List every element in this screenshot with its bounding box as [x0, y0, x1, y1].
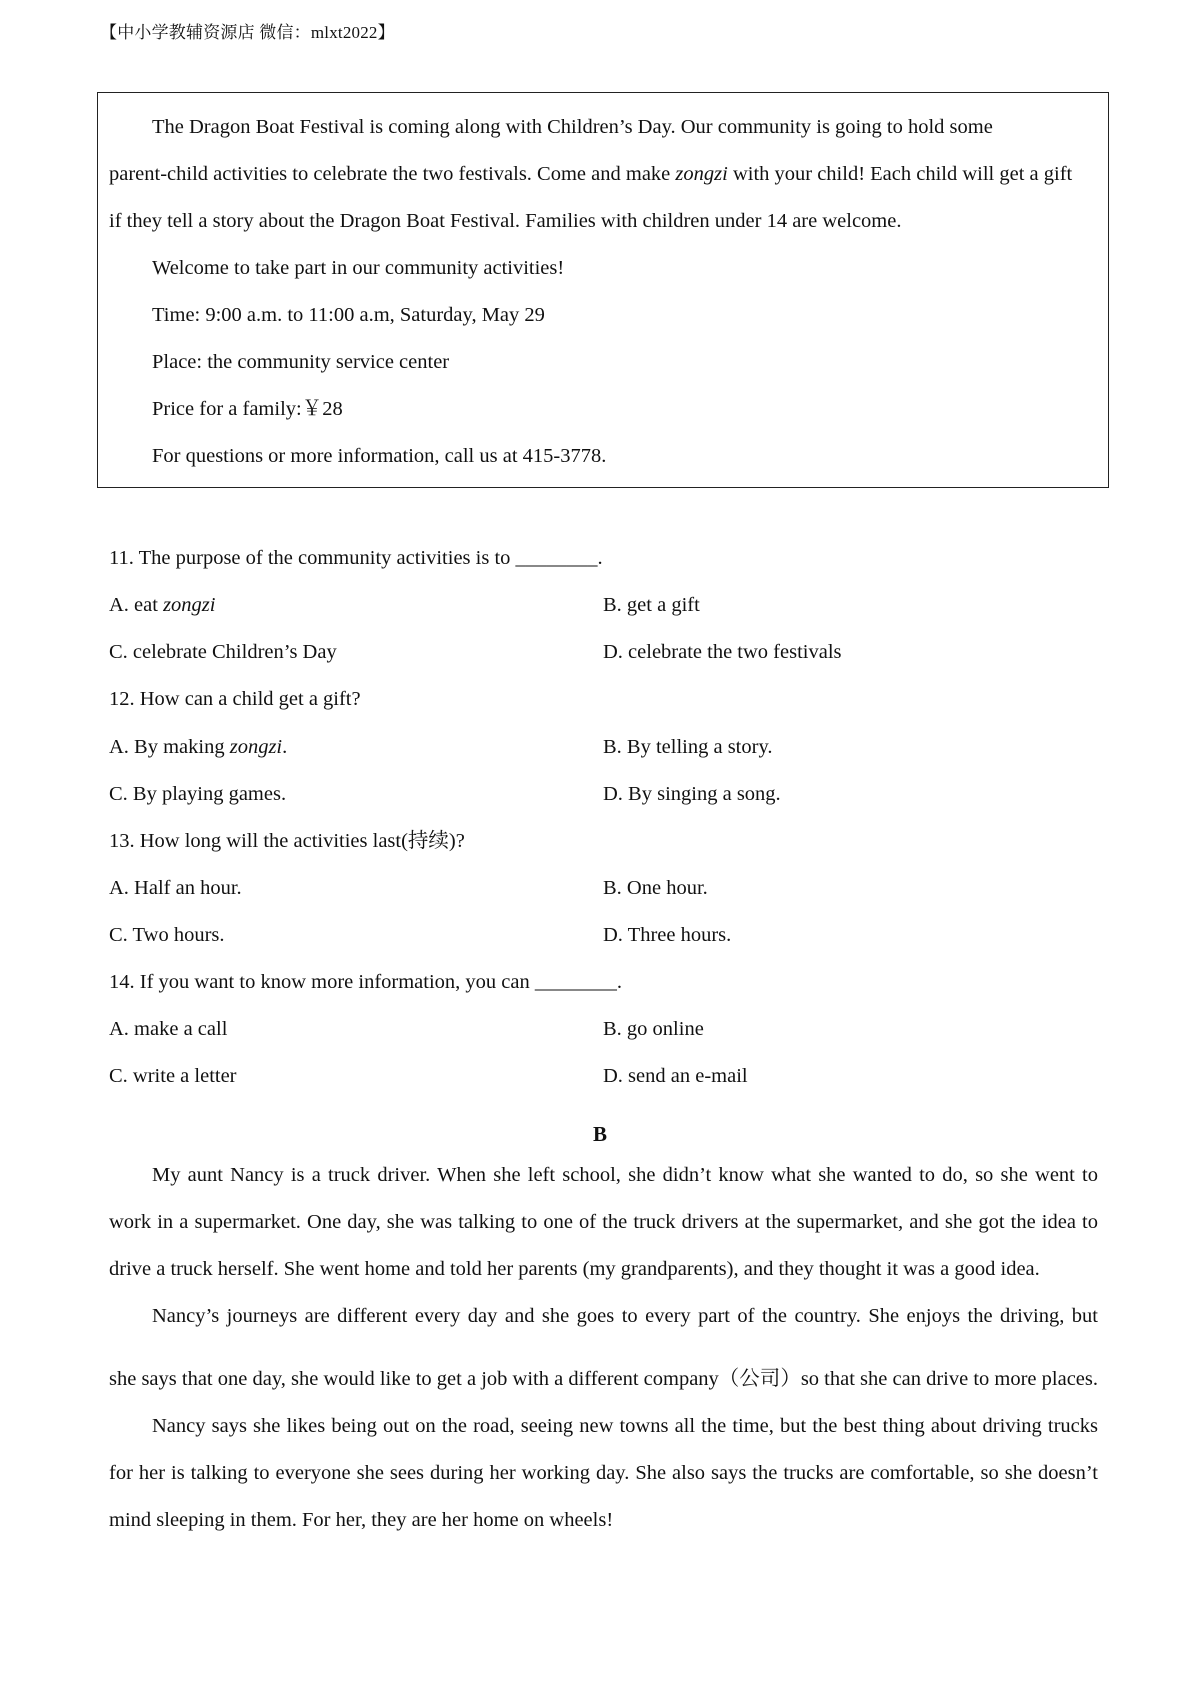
question-13-option-b: B. One hour. — [603, 877, 708, 899]
question-14-option-a: A. make a call — [109, 1018, 228, 1040]
question-14-stem: 14. If you want to know more information, you can ________. — [109, 971, 622, 993]
question-13-option-c: C. Two hours. — [109, 924, 225, 946]
question-12-option-a — [109, 737, 287, 758]
header-note: 【中小学教辅资源店 微信：mlxt2022】 — [100, 23, 395, 42]
notice-line-1: The Dragon Boat Festival is coming along with Children’s Day. Our community is going to hold some — [152, 116, 993, 138]
question-11-option-c: C. celebrate Children’s Day — [109, 641, 337, 663]
notice-place: Place: the community service center — [152, 351, 450, 373]
question-12-option-d: D. By singing a song. — [603, 783, 781, 805]
passage-b-p1-line-2: work in a supermarket. One day, she was talking to one of the truck drivers at the supermarket, and she got the idea to — [109, 1211, 1098, 1233]
notice-line-2-before: parent-child activities to celebrate the two festivals. Come and make — [109, 163, 676, 185]
question-12-option-b: B. By telling a story. — [603, 736, 773, 758]
passage-b-p1-line-3: drive a truck herself. She went home and told her parents (my grandparents), and they thought it was a good idea. — [109, 1258, 1040, 1280]
option-a-prefix: A. By making — [109, 736, 230, 758]
notice-contact: For questions or more information, call us at 415-3778. — [152, 445, 607, 467]
question-14-option-b: B. go online — [603, 1018, 704, 1040]
notice-line-2 — [109, 164, 1072, 185]
option-a-italic: zongzi — [229, 736, 283, 758]
option-a-italic: zongzi — [163, 594, 216, 616]
question-14-option-c: C. write a letter — [109, 1065, 237, 1087]
notice-time: Time: 9:00 a.m. to 11:00 a.m, Saturday, May 29 — [152, 304, 545, 326]
notice-box — [97, 92, 1109, 488]
question-13-stem: 13. How long will the activities last(持续)? — [109, 830, 465, 852]
notice-price: Price for a family:￥28 — [152, 398, 343, 420]
question-11-option-a — [109, 595, 215, 616]
question-11-option-d: D. celebrate the two festivals — [603, 641, 842, 663]
option-a-prefix: A. eat — [109, 594, 164, 616]
notice-line-2-after: with your child! Each child will get a gift — [727, 163, 1073, 185]
question-12-stem: 12. How can a child get a gift? — [109, 688, 361, 710]
passage-b-p3-line-2: for her is talking to everyone she sees during her working day. She also says the trucks are comfortable, so she doesn’t — [109, 1462, 1098, 1484]
passage-b-p1-line-1: My aunt Nancy is a truck driver. When she left school, she didn’t know what she wanted to do, so she went to — [152, 1164, 1098, 1186]
option-a-suffix: . — [282, 736, 288, 758]
notice-line-3: if they tell a story about the Dragon Boat Festival. Families with children under 14 are welcome. — [109, 210, 902, 232]
question-11-stem: 11. The purpose of the community activities is to ________. — [109, 547, 603, 569]
question-13-option-a: A. Half an hour. — [109, 877, 242, 899]
question-11-option-b: B. get a gift — [603, 594, 700, 616]
question-14-option-d: D. send an e-mail — [603, 1065, 748, 1087]
question-12-option-c: C. By playing games. — [109, 783, 287, 805]
passage-b-p2-line-1: Nancy’s journeys are different every day and she goes to every part of the country. She enjoys the driving, but — [152, 1305, 1098, 1327]
question-13-option-d: D. Three hours. — [603, 924, 732, 946]
notice-line-2-italic: zongzi — [675, 163, 728, 185]
passage-b-p2-line-2: she says that one day, she would like to get a job with a different company（公司）so that she can drive to more places. — [109, 1368, 1098, 1390]
passage-b-p3-line-3: mind sleeping in them. For her, they are her home on wheels! — [109, 1509, 614, 1531]
passage-b-p3-line-1: Nancy says she likes being out on the road, seeing new towns all the time, but the best thing about driving trucks — [152, 1415, 1098, 1437]
section-b-heading: B — [592, 1122, 607, 1146]
notice-welcome: Welcome to take part in our community activities! — [152, 257, 565, 279]
